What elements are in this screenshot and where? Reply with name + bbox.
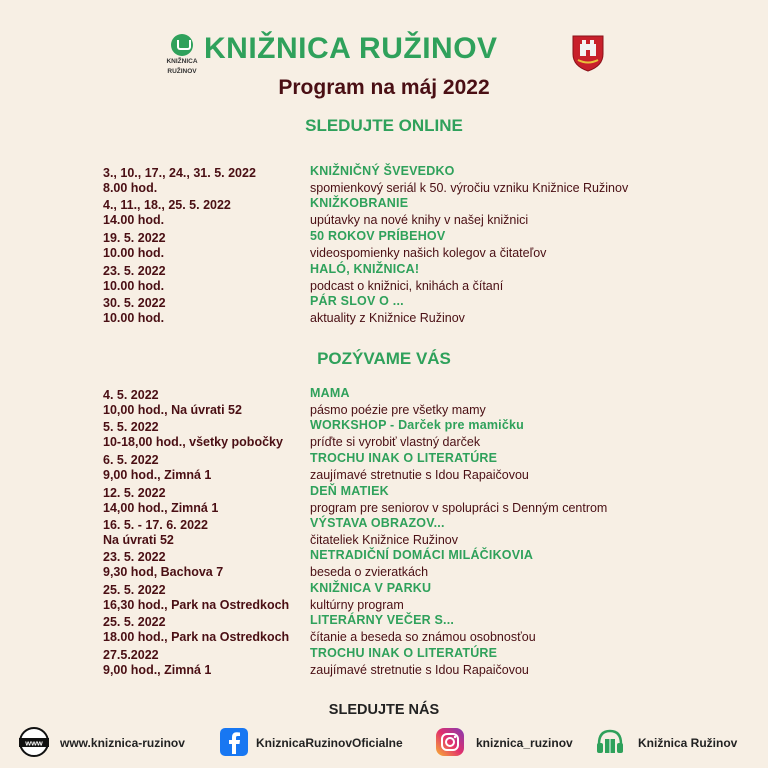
brand-title: KNIŽNICA RUŽINOV: [204, 32, 498, 65]
website-label: www.kniznica-ruzinov: [60, 736, 185, 750]
event-description: videospomienky našich kolegov a čitateľov: [310, 246, 547, 260]
invite-event: [0, 453, 768, 485]
podcast-label: Knižnica Ružinov: [638, 736, 738, 750]
logo-text-line1: KNIŽNICA: [166, 58, 198, 65]
event-description: upútavky na nové knihy v našej knižnici: [310, 213, 529, 227]
instagram-icon: [434, 726, 466, 758]
event-date: 25. 5. 2022: [103, 615, 166, 629]
event-date: 27.5.2022: [103, 648, 159, 662]
event-time: 9,00 hod., Zimná 1: [103, 663, 212, 677]
follow-us-heading: SLEDUJTE NÁS: [328, 702, 440, 718]
event-title: 50 ROKOV PRÍBEHOV: [310, 229, 446, 243]
social-links: [0, 724, 768, 760]
www-icon-text: www: [25, 738, 43, 748]
page-subtitle: Program na máj 2022: [278, 76, 490, 99]
online-event: [0, 166, 768, 198]
event-date: 16. 5. - 17. 6. 2022: [103, 518, 208, 532]
online-event: [0, 264, 768, 296]
event-time: 9,30 hod, Bachova 7: [103, 565, 224, 579]
book-logo-icon: [171, 34, 193, 56]
facebook-label: KniznicaRuzinovOficialne: [256, 736, 403, 750]
event-time: Na úvrati 52: [103, 533, 174, 547]
event-time: 10.00 hod.: [103, 246, 165, 260]
event-title: WORKSHOP - Darček pre mamičku: [310, 418, 524, 432]
event-date: 5. 5. 2022: [103, 420, 159, 434]
event-title: NETRADIČNÍ DOMÁCI MILÁČIKOVIA: [310, 548, 534, 562]
event-description: čítanie a beseda so známou osobnosťou: [310, 630, 536, 644]
event-title: HALÓ, KNIŽNICA!: [310, 262, 420, 276]
event-time: 9,00 hod., Zimná 1: [103, 468, 212, 482]
event-time: 14,00 hod., Zimná 1: [103, 501, 219, 515]
event-description: spomienkový seriál k 50. výročiu vzniku Knižnice Ružinov: [310, 181, 629, 195]
invite-event: [0, 583, 768, 615]
event-date: 3., 10., 17., 24., 31. 5. 2022: [103, 166, 256, 180]
invite-event: [0, 615, 768, 647]
globe-icon: [18, 726, 50, 758]
invite-event: [0, 388, 768, 420]
event-date: 25. 5. 2022: [103, 583, 166, 597]
facebook-icon: [218, 726, 250, 758]
event-description: program pre seniorov v spolupráci s Denným centrom: [310, 501, 608, 515]
online-event: [0, 231, 768, 263]
event-time: 14.00 hod.: [103, 213, 165, 227]
event-description: aktuality z Knižnice Ružinov: [310, 311, 465, 325]
event-title: KNIŽNIČNÝ ŠVEVEDKO: [310, 164, 455, 178]
logo-text-line2: RUŽINOV: [167, 68, 197, 75]
event-description: beseda o zvieratkách: [310, 565, 429, 579]
event-title: DEŇ MATIEK: [310, 484, 389, 498]
event-description: zaujímavé stretnutie s Idou Rapaičovou: [310, 468, 529, 482]
event-date: 23. 5. 2022: [103, 264, 166, 278]
event-description: podcast o knižnici, knihách a čítaní: [310, 279, 504, 293]
event-description: čitateliek Knižnice Ružinov: [310, 533, 458, 547]
event-date: 19. 5. 2022: [103, 231, 166, 245]
event-description: zaujímavé stretnutie s Idou Rapaičovou: [310, 663, 529, 677]
event-title: TROCHU INAK O LITERATÚRE: [310, 646, 498, 660]
event-date: 30. 5. 2022: [103, 296, 166, 310]
event-date: 4. 5. 2022: [103, 388, 159, 402]
headphones-book-icon: [594, 726, 626, 758]
invite-event: [0, 550, 768, 582]
instagram-label: kniznica_ruzinov: [476, 736, 573, 750]
event-description: príďte si vyrobiť vlastný darček: [310, 435, 481, 449]
library-logo: [160, 34, 204, 76]
event-time: 8.00 hod.: [103, 181, 158, 195]
event-time: 10-18,00 hod., všetky pobočky: [103, 435, 283, 449]
event-description: pásmo poézie pre všetky mamy: [310, 403, 486, 417]
invite-event: [0, 486, 768, 518]
event-title: TROCHU INAK O LITERATÚRE: [310, 451, 498, 465]
online-event: [0, 296, 768, 328]
event-date: 4., 11., 18., 25. 5. 2022: [103, 198, 231, 212]
event-title: MAMA: [310, 386, 350, 400]
event-title: PÁR SLOV O ...: [310, 294, 404, 308]
event-time: 10,00 hod., Na úvrati 52: [103, 403, 242, 417]
coat-of-arms-icon: [570, 32, 606, 72]
page-header: [0, 26, 768, 80]
event-time: 18.00 hod., Park na Ostredkoch: [103, 630, 290, 644]
section-heading-invite: POZÝVAME VÁS: [317, 349, 451, 368]
event-description: kultúrny program: [310, 598, 404, 612]
event-time: 10.00 hod.: [103, 279, 165, 293]
event-title: LITERÁRNY VEČER S...: [310, 613, 455, 627]
event-time: 16,30 hod., Park na Ostredkoch: [103, 598, 290, 612]
event-title: VÝSTAVA OBRAZOV...: [310, 516, 445, 530]
invite-event: [0, 648, 768, 680]
event-time: 10.00 hod.: [103, 311, 165, 325]
event-date: 23. 5. 2022: [103, 550, 166, 564]
event-title: KNIŽKOBRANIE: [310, 196, 409, 210]
invite-event: [0, 518, 768, 550]
event-date: 6. 5. 2022: [103, 453, 159, 467]
section-heading-online: SLEDUJTE ONLINE: [305, 116, 463, 135]
event-date: 12. 5. 2022: [103, 486, 166, 500]
event-title: KNIŽNICA V PARKU: [310, 581, 432, 595]
online-event: [0, 198, 768, 230]
invite-event: [0, 420, 768, 452]
